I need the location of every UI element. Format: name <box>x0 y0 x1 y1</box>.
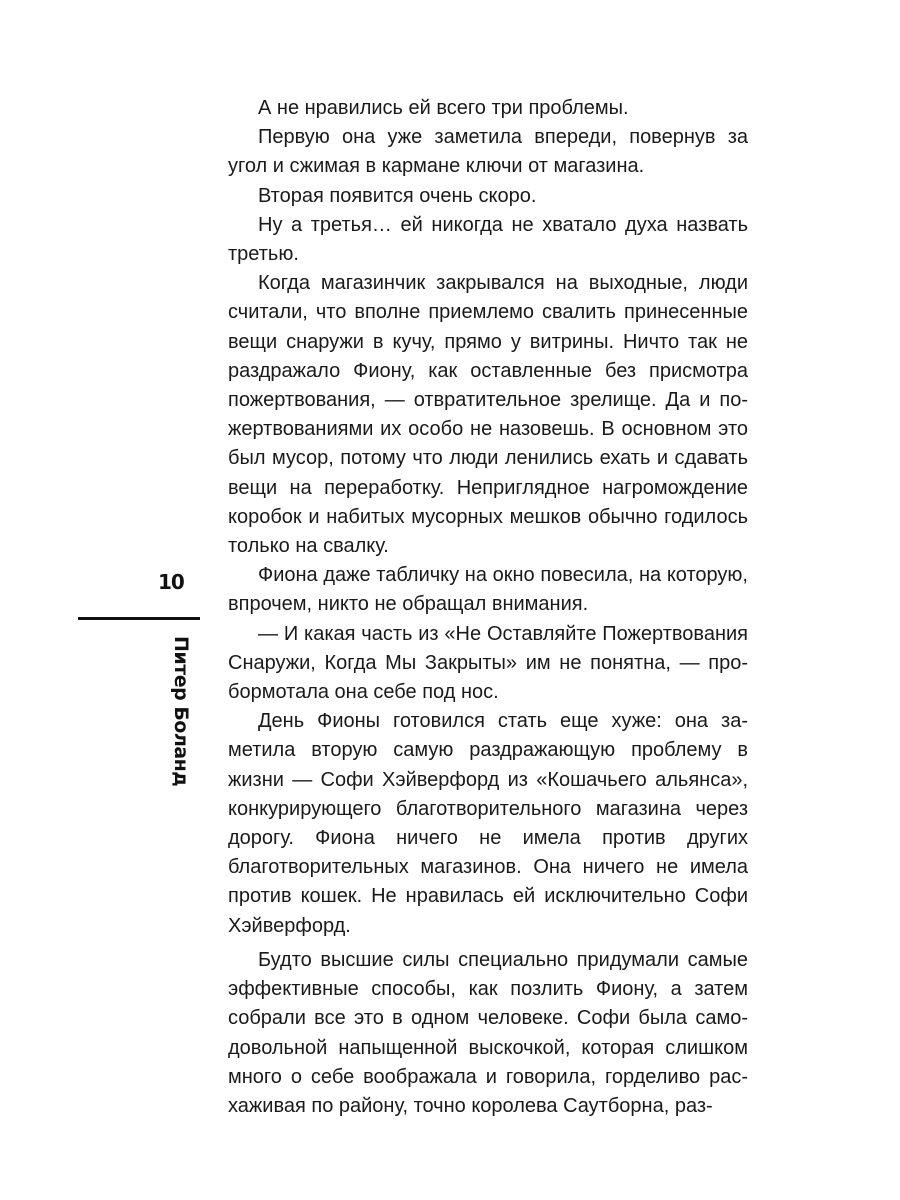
page-number: 10 <box>158 570 184 594</box>
paragraph: Когда магазинчик закрывался на выходные, люди считали, что вполне приемлемо свалить принесенные вещи снаружи в кучу, прямо у витрины. Ничто так не раздражало Фиону, как оставленные без присмотра пожертвования, — отвратительное зрелище. Да и пожертвованиями их особо не назовешь. В основном это был мусор, потому что люди ленились ехать и сдавать вещи на переработку. Неприглядное нагромождение коробок и набитых мусорных мешков обычно годилось только на свалку. <box>228 272 748 558</box>
paragraph: Фиона даже табличку на окно повесила, на которую, впрочем, никто не обращал внимания. <box>228 564 748 616</box>
paragraph: — И какая часть из «Не Оставляйте Пожертвования Снаружи, Когда Мы Закрыты» им не понятна, — пробормотала она себе под нос. <box>228 622 748 704</box>
paragraph: Будто высшие силы специально придумали самые эффективные способы, как позлить Фиону, а затем собрали все это в одном человеке. Софи была самодовольной напыщенной выскочкой, которая слишком много о себе воображала и говорила, горделиво расхаживая по району, точно королева Саутборна, раз- <box>228 948 748 1117</box>
text-column <box>228 94 748 1121</box>
paragraph: А не нравились ей всего три проблемы. <box>258 97 629 119</box>
running-head-author: Питер Боланд <box>170 636 192 787</box>
paragraph: Вторая появится очень скоро. <box>258 184 537 207</box>
paragraph: День Фионы готовился стать еще хуже: она заметила вторую самую раздражающую проблему в жизни — Софи Хэйверфорд из «Кошачьего альянса», конкурирующего благотворительного магазина через дорогу. Фиона ничего не имела против других благотворительных магазинов. Она ничего не имела против кошек. Не нравилась ей исключительно Софи Хэйверфорд. <box>228 710 748 937</box>
paragraph: Первую она уже заметила впереди, повернув за угол и сжимая в кармане ключи от магазина. <box>228 126 748 178</box>
margin-rule <box>78 617 200 620</box>
paragraph: Ну а третья… ей никогда не хватало духа назвать третью. <box>228 213 748 266</box>
